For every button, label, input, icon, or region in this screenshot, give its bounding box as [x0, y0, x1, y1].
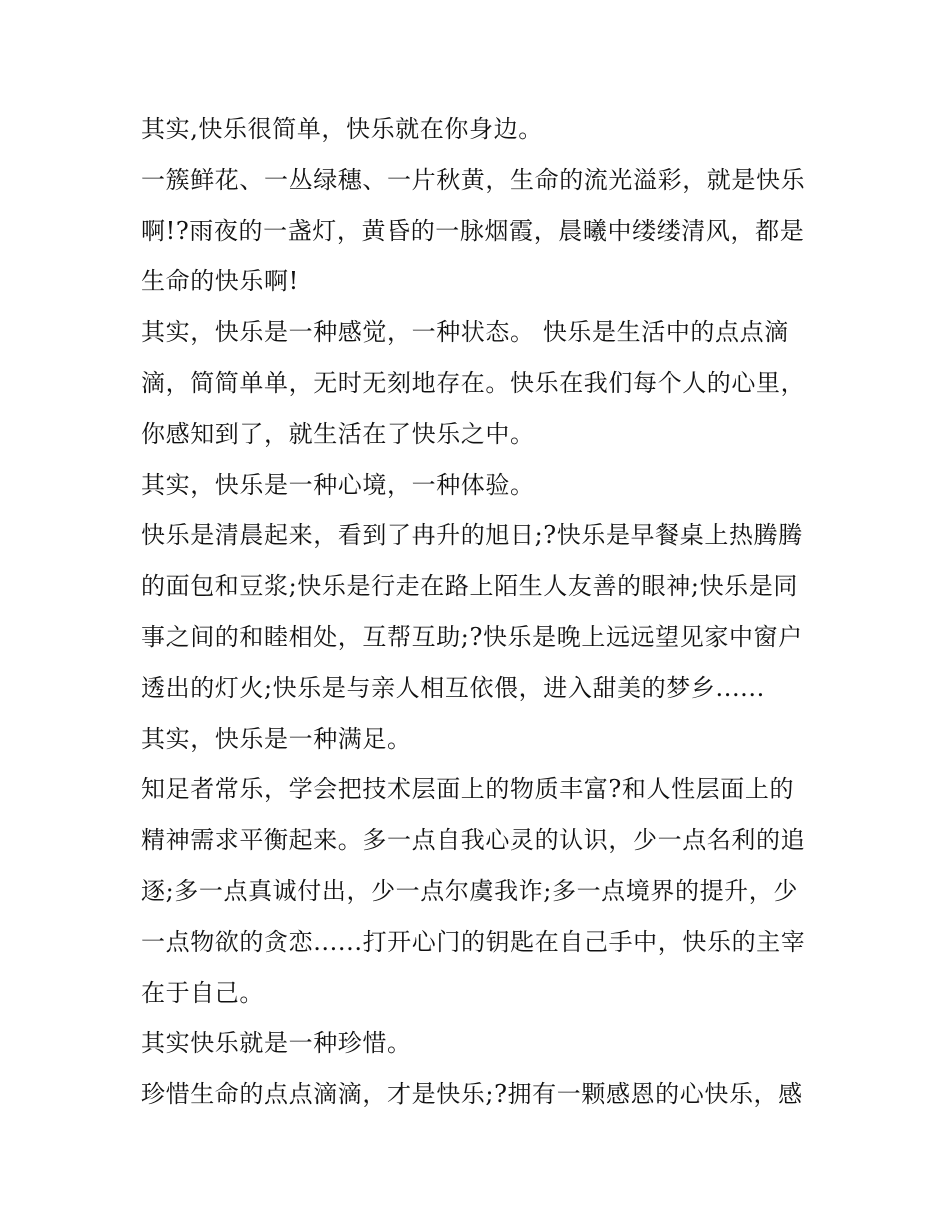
- text-line-10: 的面包和豆浆;快乐是行走在路上陌生人友善的眼神;快乐是同: [141, 572, 798, 601]
- text-line-20: 珍惜生命的点点滴滴，才是快乐;?拥有一颗感恩的心快乐，感: [141, 1080, 803, 1109]
- text-line-4: 生命的快乐啊!: [141, 267, 299, 296]
- text-line-13: 其实，快乐是一种满足。: [141, 724, 412, 753]
- text-line-8: 其实，快乐是一种心境，一种体验。: [141, 470, 535, 499]
- document-body: [141, 104, 821, 1120]
- text-line-19: 其实快乐就是一种珍惜。: [141, 1029, 412, 1058]
- text-line-18: 在于自己。: [141, 978, 264, 1007]
- text-line-6: 滴，简简单单，无时无刻地存在。快乐在我们每个人的心里，: [141, 368, 806, 397]
- text-line-15: 精神需求平衡起来。多一点自我心灵的认识，少一点名利的追: [141, 826, 806, 855]
- text-line-3: 啊!?雨夜的一盏灯，黄昏的一脉烟霞，晨曦中缕缕清风，都是: [141, 216, 805, 245]
- text-line-11: 事之间的和睦相处，互帮互助;?快乐是晚上远远望见家中窗户: [141, 622, 803, 651]
- text-line-7: 你感知到了，就生活在了快乐之中。: [141, 419, 535, 448]
- text-line-17: 一点物欲的贪恋......打开心门的钥匙在自己手中，快乐的主宰: [141, 927, 806, 956]
- text-line-5: 其实，快乐是一种感觉，一种状态。 快乐是生活中的点点滴: [141, 318, 789, 347]
- text-line-1: 其实,快乐很简单，快乐就在你身边。: [141, 115, 543, 143]
- text-line-12: 透出的灯火;快乐是与亲人相互依偎，进入甜美的梦乡......: [141, 673, 765, 702]
- text-line-14: 知足者常乐，学会把技术层面上的物质丰富?和人性层面上的: [141, 775, 795, 804]
- text-line-2: 一簇鲜花、一丛绿穗、一片秋黄，生命的流光溢彩，就是快乐: [141, 165, 806, 194]
- text-line-16: 逐;多一点真诚付出，少一点尔虞我诈;多一点境界的提升，少: [141, 876, 798, 905]
- text-line-9: 快乐是清晨起来，看到了冉升的旭日;?快乐是早餐桌上热腾腾: [141, 521, 803, 550]
